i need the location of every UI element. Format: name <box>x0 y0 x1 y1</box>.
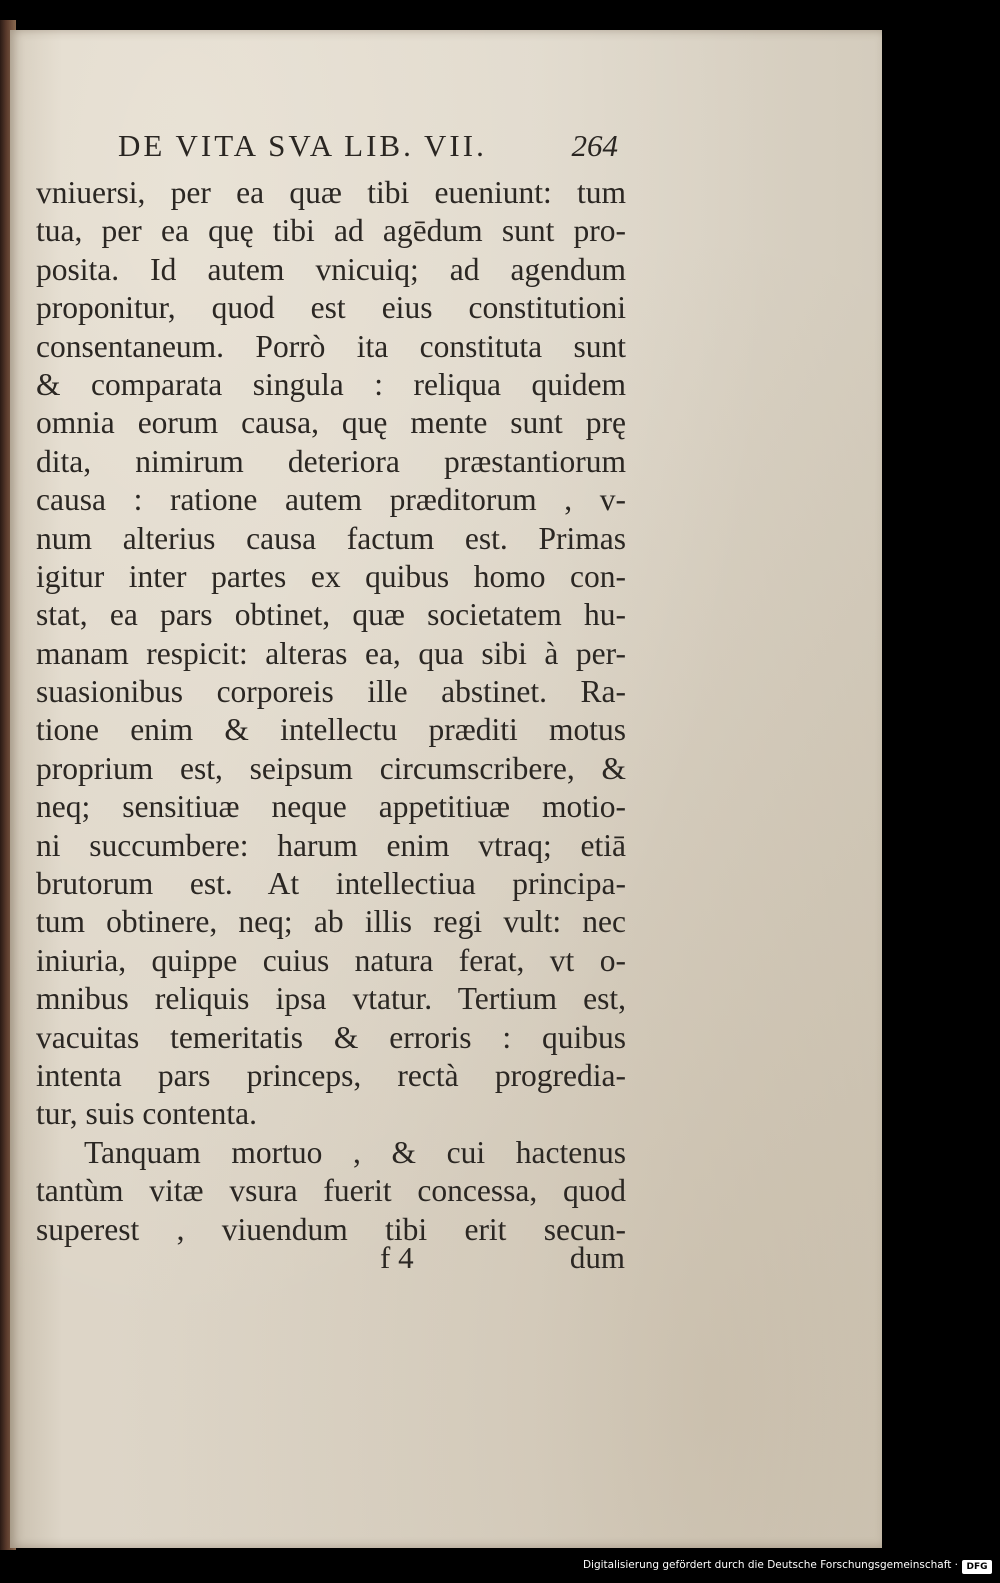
footer-credit: Digitalisierung gefördert durch die Deutsche Forschungsgemeinschaft · <box>582 1559 958 1571</box>
text-line: tum obtinere, neq; ab illis regi vult: nec <box>36 904 626 940</box>
text-line: vniuersi, per ea quæ tibi eueniunt: tum <box>36 175 626 210</box>
text-line: proponitur, quod est eius constitutioni <box>36 290 626 326</box>
dfg-logo-icon: DFG <box>962 1560 992 1574</box>
text-line: proprium est, seipsum circumscribere, & <box>36 750 626 786</box>
text-line: mnibus reliquis ipsa vtatur. Tertium est, <box>36 981 626 1017</box>
text-line: & comparata singula : reliqua quidem <box>36 366 626 402</box>
text-line: suasionibus corporeis ille abstinet. Ra- <box>36 674 626 710</box>
text-line: intenta pars princeps, rectà progredia- <box>36 1057 626 1093</box>
text-line: tantùm vitæ vsura fuerit concessa, quod <box>36 1173 626 1209</box>
text-line: manam respicit: alteras ea, qua sibi à per- <box>36 635 626 671</box>
text-line: num alterius causa factum est. Primas <box>36 520 626 556</box>
text-line: brutorum est. At intellectiua principa- <box>36 866 626 902</box>
text-line: ni succumbere: harum enim vtraq; etiā <box>36 827 626 863</box>
text-line: tua, per ea quę tibi ad agēdum sunt pro- <box>36 213 626 249</box>
signature-line <box>380 1240 625 1280</box>
paragraph-opening-line: Tanquam mortuo , & cui hactenus <box>84 1134 626 1170</box>
text-line: dita, nimirum deteriora præstantiorum <box>36 443 626 479</box>
catchword: dum <box>569 1240 625 1275</box>
text-line: igitur inter partes ex quibus homo con- <box>36 558 626 594</box>
text-line: superest , viuendum tibi erit secun- <box>36 1211 626 1247</box>
text-line: causa : ratione autem præditorum , v- <box>36 482 626 518</box>
running-title: DE VITA SVA LIB. VII. <box>118 128 487 163</box>
text-line: tur, suis contenta. <box>36 1096 257 1132</box>
text-line: tione enim & intellectu præditi motus <box>36 712 626 748</box>
body-text <box>36 174 626 1249</box>
text-line: neq; sensitiuæ neque appetitiuæ motio- <box>36 789 626 825</box>
text-line: stat, ea pars obtinet, quæ societatem hu- <box>36 597 626 633</box>
page-number: 264 <box>571 128 618 163</box>
text-line: omnia eorum causa, quę mente sunt prę <box>36 405 626 441</box>
signature-mark: f 4 <box>380 1240 414 1275</box>
text-line: iniuria, quippe cuius natura ferat, vt o- <box>36 942 626 978</box>
running-head <box>118 128 618 168</box>
text-line: vacuitas temeritatis & erroris : quibus <box>36 1019 626 1055</box>
text-line: consentaneum. Porrò ita constituta sunt <box>36 328 626 364</box>
text-line: posita. Id autem vnicuiq; ad agendum <box>36 251 626 287</box>
